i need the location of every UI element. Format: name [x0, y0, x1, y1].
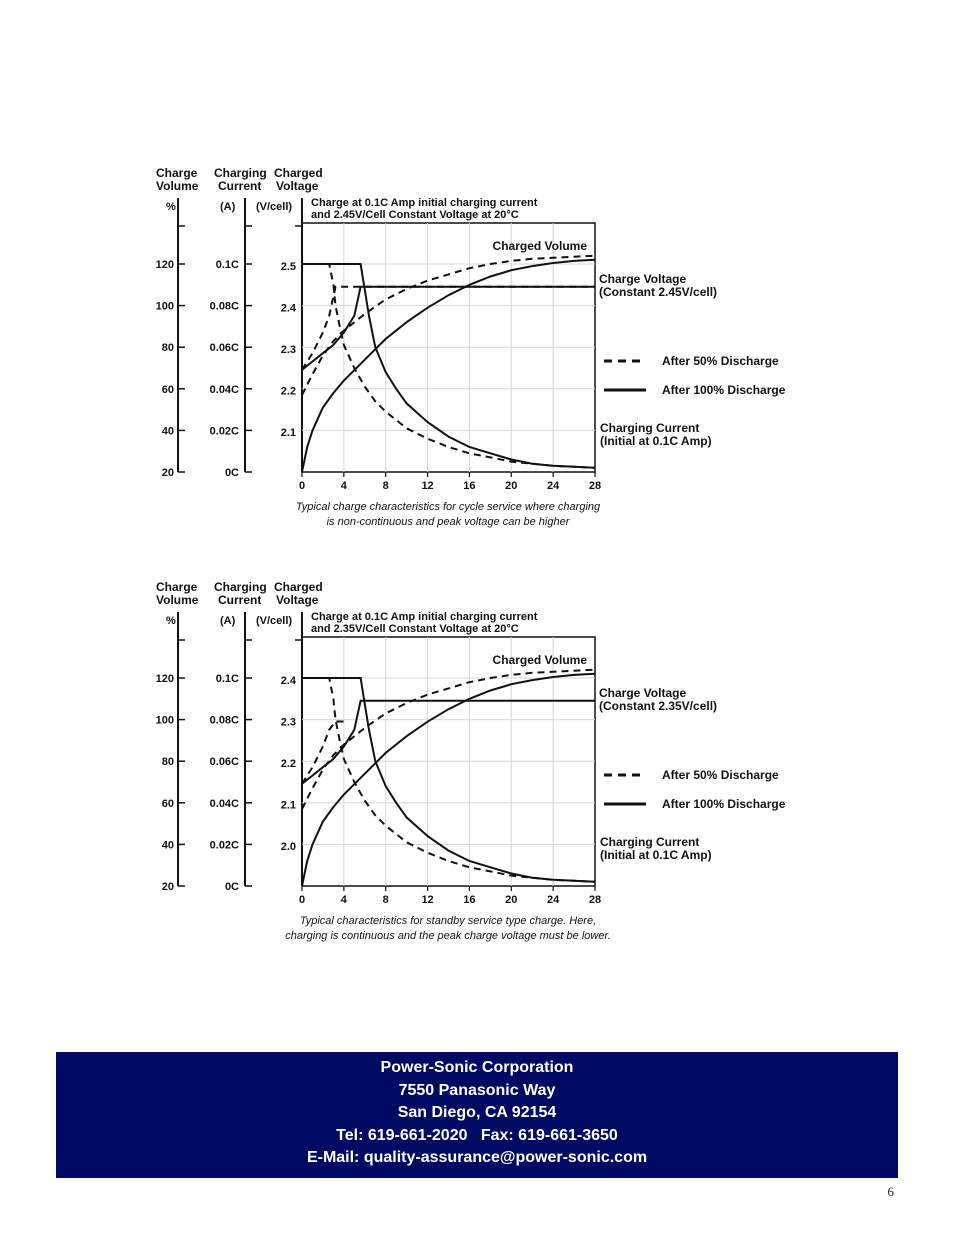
x-tick-label: 0 — [298, 894, 306, 906]
current-tick-label: 0.02C — [209, 839, 239, 852]
series-line-solid-voltage — [302, 287, 595, 370]
volume-tick-label: 100 — [155, 714, 174, 727]
volume-tick-label: 120 — [155, 259, 174, 271]
current-tick-label: 0C — [224, 881, 239, 893]
x-tick-label: 4 — [340, 894, 347, 906]
chart-note: and 2.45V/Cell Constant Voltage at 20°C — [311, 209, 519, 221]
current-tick-label: 0.1C — [215, 259, 239, 271]
charging-current-label: Charging Current — [600, 835, 700, 849]
charging-current-label: Charging Current — [600, 421, 700, 435]
volume-tick-label: 100 — [155, 300, 174, 313]
series-line-solid-volume — [302, 674, 595, 886]
charge-chart-cycle-service — [148, 160, 808, 520]
company-footer — [56, 1052, 898, 1178]
chart-caption-cycle — [148, 500, 748, 530]
x-tick-label: 28 — [588, 894, 602, 906]
chart-svg-cycle — [148, 160, 808, 500]
header-voltage: Voltage — [276, 593, 319, 607]
unit-volume: % — [166, 615, 176, 627]
company-name: Power-Sonic Corporation — [380, 1059, 574, 1076]
current-tick-label: 0C — [224, 467, 239, 479]
header-current: Current — [218, 179, 262, 193]
unit-voltage: (V/cell) — [256, 615, 293, 627]
voltage-tick-label: 2.4 — [280, 302, 296, 315]
legend-dashed-label: After 50% Discharge — [662, 354, 779, 368]
company-email: E-Mail: quality-assurance@power-sonic.com — [306, 1149, 648, 1167]
series-line-solid-volume — [302, 260, 595, 472]
header-current: Charging — [214, 166, 267, 180]
x-tick-label: 20 — [505, 894, 518, 906]
x-tick-label: 4 — [340, 480, 347, 492]
x-tick-label: 12 — [421, 480, 434, 492]
current-tick-label: 0.06C — [209, 756, 239, 769]
volume-tick-label: 80 — [161, 342, 174, 355]
charging-current-label: (Initial at 0.1C Amp) — [600, 434, 712, 448]
legend-solid-label: After 100% Discharge — [662, 797, 786, 811]
unit-current: (A) — [220, 615, 236, 627]
charging-current-label: (Initial at 0.1C Amp) — [600, 848, 712, 862]
chart-svg-standby — [148, 574, 808, 914]
chart-note: and 2.35V/Cell Constant Voltage at 20°C — [311, 623, 519, 635]
unit-current: (A) — [220, 201, 236, 213]
header-volume: Charge — [156, 166, 198, 180]
volume-tick-label: 120 — [155, 673, 174, 685]
charge-voltage-label: (Constant 2.45V/cell) — [599, 285, 718, 299]
unit-voltage: (V/cell) — [256, 201, 293, 213]
header-voltage: Charged — [274, 580, 323, 594]
voltage-tick-label: 2.5 — [280, 261, 296, 273]
caption-line: Typical characteristics for standby service type charge. Here, — [299, 915, 597, 927]
legend-solid-label: After 100% Discharge — [662, 383, 786, 397]
page-number: 6 — [887, 1184, 894, 1199]
header-volume: Charge — [156, 580, 198, 594]
x-tick-label: 16 — [463, 894, 476, 906]
current-tick-label: 0.06C — [209, 342, 239, 355]
volume-tick-label: 60 — [161, 797, 174, 810]
charge-chart-standby-service — [148, 574, 808, 934]
charge-voltage-label: Charge Voltage — [599, 272, 687, 286]
x-tick-label: 16 — [463, 480, 476, 492]
voltage-tick-label: 2.3 — [280, 344, 296, 356]
header-volume: Volume — [156, 593, 199, 607]
voltage-tick-label: 2.1 — [280, 427, 296, 439]
current-tick-label: 0.08C — [209, 300, 239, 313]
header-voltage: Voltage — [276, 179, 319, 193]
charged-volume-label: Charged Volume — [492, 653, 587, 667]
charged-volume-label: Charged Volume — [492, 239, 587, 253]
charge-voltage-label: Charge Voltage — [599, 686, 687, 700]
chart-note: Charge at 0.1C Amp initial charging current — [311, 197, 538, 209]
volume-tick-label: 80 — [161, 756, 174, 769]
x-tick-label: 20 — [505, 480, 518, 492]
voltage-tick-label: 2.2 — [280, 385, 296, 398]
voltage-tick-label: 2.1 — [280, 799, 296, 812]
x-tick-label: 24 — [547, 894, 560, 906]
caption-line: charging is continuous and the peak charge voltage must be lower. — [285, 930, 611, 942]
legend-dashed-label: After 50% Discharge — [662, 768, 779, 782]
current-tick-label: 0.04C — [209, 797, 239, 810]
current-tick-label: 0.02C — [209, 425, 239, 438]
volume-tick-label: 40 — [161, 839, 174, 852]
volume-tick-label: 60 — [161, 383, 174, 396]
current-tick-label: 0.08C — [209, 714, 239, 727]
current-tick-label: 0.1C — [215, 673, 239, 685]
series-line-solid-voltage — [302, 701, 595, 784]
series-line-dashed-volume — [302, 256, 595, 395]
x-tick-label: 24 — [547, 480, 560, 492]
header-volume: Volume — [156, 179, 199, 193]
caption-line: Typical charge characteristics for cycle service where charging — [295, 501, 601, 513]
unit-volume: % — [166, 201, 176, 213]
series-line-dashed-volume — [302, 670, 595, 809]
x-tick-label: 12 — [421, 894, 434, 906]
x-tick-label: 8 — [382, 894, 389, 906]
volume-tick-label: 20 — [161, 881, 174, 893]
current-tick-label: 0.04C — [209, 383, 239, 396]
chart-note: Charge at 0.1C Amp initial charging current — [311, 611, 538, 623]
volume-tick-label: 40 — [161, 425, 174, 438]
x-tick-label: 8 — [382, 480, 389, 492]
company-address: 7550 Panasonic Way — [398, 1081, 556, 1099]
company-phone-fax: Tel: 619-661-2020 Fax: 619-661-3650 — [336, 1126, 618, 1144]
header-current: Charging — [214, 580, 267, 594]
company-city: San Diego, CA 92154 — [397, 1104, 557, 1122]
voltage-tick-label: 2.2 — [280, 758, 296, 770]
header-voltage: Charged — [274, 166, 323, 180]
voltage-tick-label: 2.3 — [280, 716, 296, 729]
voltage-tick-label: 2.0 — [280, 841, 296, 853]
x-tick-label: 28 — [588, 480, 602, 492]
chart-caption-standby — [148, 914, 748, 944]
caption-line: is non-continuous and peak voltage can be higher — [326, 516, 570, 528]
volume-tick-label: 20 — [161, 467, 174, 479]
header-current: Current — [218, 593, 262, 607]
x-tick-label: 0 — [298, 480, 306, 492]
charge-voltage-label: (Constant 2.35V/cell) — [599, 699, 718, 713]
voltage-tick-label: 2.4 — [280, 675, 296, 687]
